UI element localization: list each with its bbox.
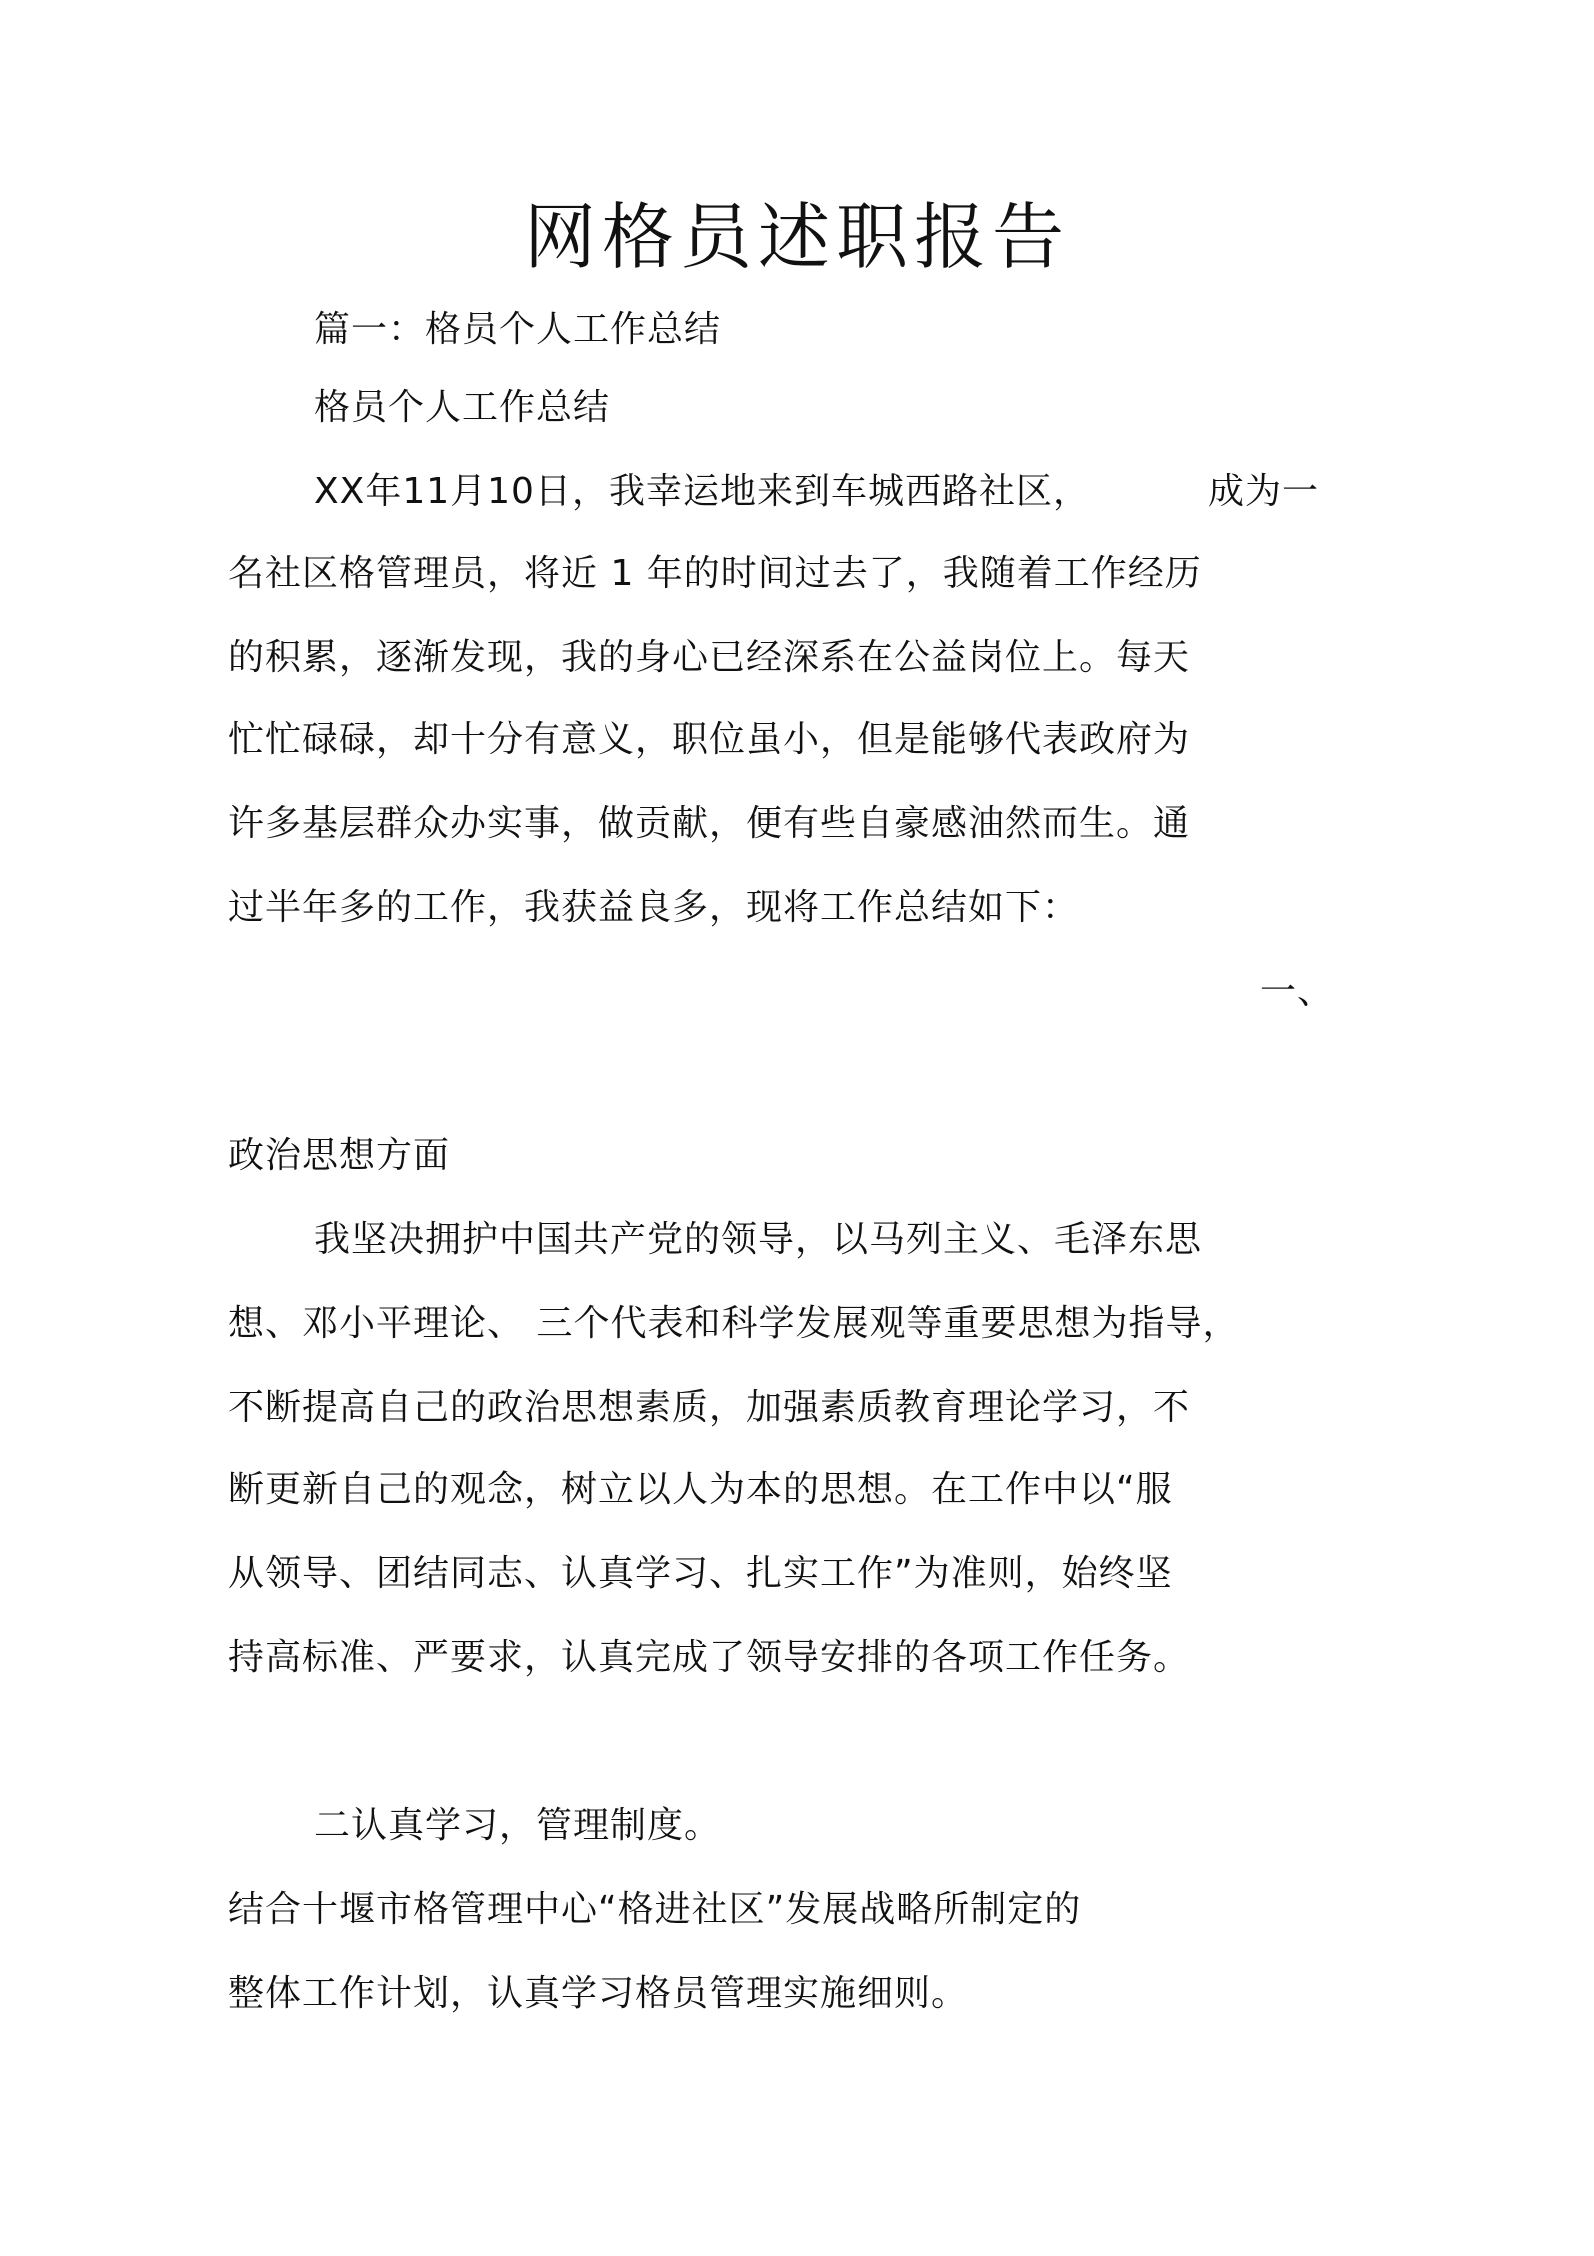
subheading: 格员个人工作总结 [314,387,611,428]
paragraph-line: 成为一 [1208,471,1320,512]
paragraph-line: 许多基层群众办实事，做贡献，便有些自豪感油然而生。通 [228,803,1191,844]
document-title: 网格员述职报告 [523,195,1070,279]
paragraph-line: 过半年多的工作，我获益良多，现将工作总结如下： [228,887,1080,928]
paragraph-line: 断更新自己的观念，树立以人为本的思想。在工作中以“服 [228,1469,1173,1510]
paragraph-line: 结合十堰市格管理中心“格进社区”发展战略所制定的 [228,1889,1082,1930]
paragraph-line: 的积累，逐渐发现，我的身心已经深系在公益岗位上。每天 [228,637,1191,678]
section-heading: 二认真学习，管理制度。 [314,1805,722,1846]
paragraph-line: 从领导、团结同志、认真学习、扎实工作”为准则，始终坚 [228,1553,1173,1594]
paragraph-line: 整体工作计划，认真学习格员管理实施细则。 [228,1973,969,2014]
paragraph-line: 我坚决拥护中国共产党的领导，以马列主义、毛泽东思 [314,1219,1203,1260]
paragraph-line: 忙忙碌碌，却十分有意义，职位虽小，但是能够代表政府为 [228,719,1191,760]
paragraph-line: 想、邓小平理论、 三个代表和科学发展观等重要思想为指导， [228,1303,1240,1344]
list-number: 一、 [1260,971,1335,1012]
paragraph-line: 不断提高自己的政治思想素质，加强素质教育理论学习，不 [228,1387,1191,1428]
paragraph-line: 名社区格管理员，将近 1 年的时间过去了，我随着工作经历 [228,553,1202,594]
paragraph-line: XX年11月10日，我幸运地来到车城西路社区， [314,471,1090,512]
section-heading: 篇一：格员个人工作总结 [314,309,722,350]
paragraph-line: 持高标准、严要求，认真完成了领导安排的各项工作任务。 [228,1637,1191,1678]
section-heading: 政治思想方面 [228,1135,451,1176]
